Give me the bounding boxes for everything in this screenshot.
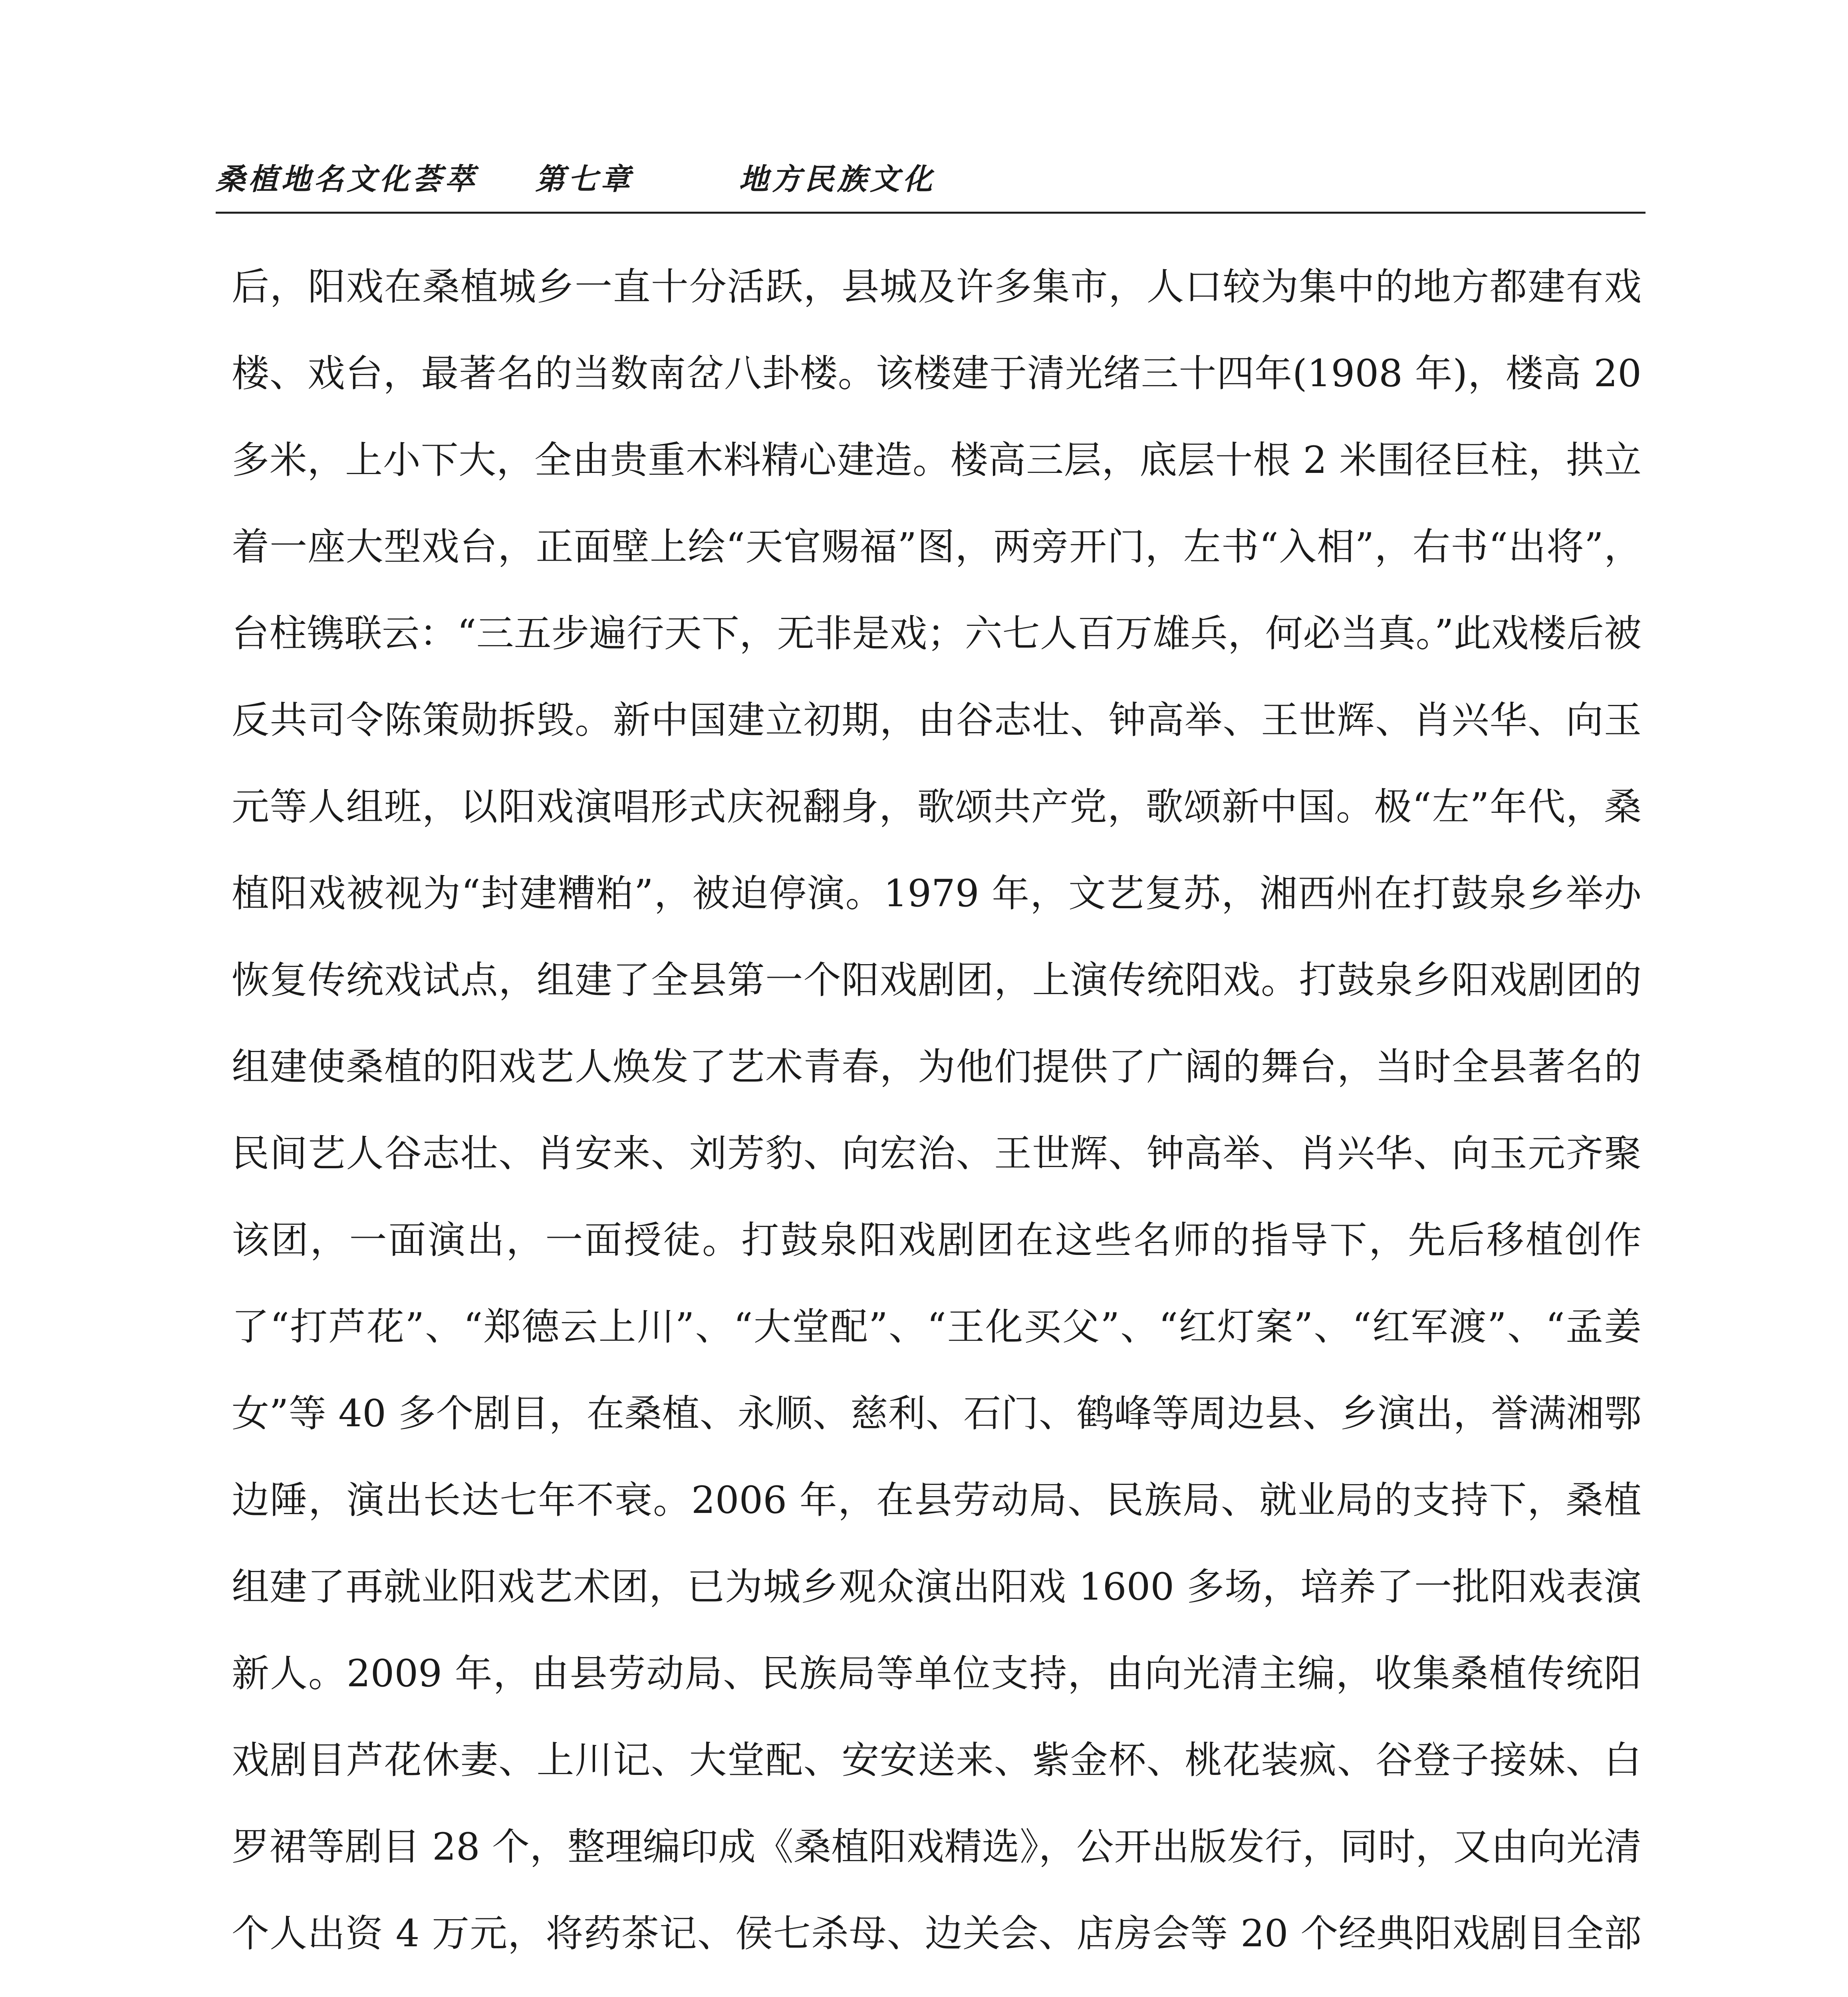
header-section-title: 地方民族文化 [739, 162, 935, 197]
paragraph-continued: 后，阳戏在桑植城乡一直十分活跃，县城及许多集市，人口较为集中的地方都建有戏楼、戏台，最著名的当数南岔八卦楼。该楼建于清光绪三十四年(1908 年)，楼高 20 多米，上小下大，全由贵重木料精心建造。楼高三层，底层十根 2 米围径巨柱，拱立着一座大型戏台，正面壁上绘“天官赐福”图，两旁开门，左书“入相”，右书“出将”，台柱镌联云：“三五步遍行天下，无非是戏；六七人百万雄兵，何必当真。”此戏楼后被反共司令陈策勋拆毁。新中国建立初期，由谷志壮、钟高举、王世辉、肖兴华、向玉元等人组班，以阳戏演唱形式庆祝翻身，歌颂共产党，歌颂新中国。极“左”年代，桑植阳戏被视为“封建糟粕”，被迫停演。1979 年，文艺复苏，湘西州在打鼓泉乡举办恢复传统戏试点，组建了全县第一个阳戏剧团，上演传统阳戏。打鼓泉乡阳戏剧团的组建使桑植的阳戏艺人焕发了艺术青春，为他们提供了广阔的舞台，当时全县著名的民间艺人谷志壮、肖安来、刘芳豹、向宏治、王世辉、钟高举、肖兴华、向玉元齐聚该团，一面演出，一面授徒。打鼓泉阳戏剧团在这些名师的指导下，先后移植创作了“打芦花”、“郑德云上川”、“大堂配”、“王化买父”、“红灯案”、“红军渡”、“孟姜女”等 40 多个剧目，在桑植、永顺、慈利、石门、鹤峰等周边县、乡演出，誉满湘鄂边陲，演出长达七年不衰。2006 年，在县劳动局、民族局、就业局的支持下，桑植组建了再就业阳戏艺术团，已为城乡观众演出阳戏 1600 多场，培养了一批阳戏表演新人。2009 年，由县劳动局、民族局等单位支持，由向光清主编，收集桑植传统阳戏剧目芦花休妻、上川记、大堂配、安安送来、紫金杯、桃花装疯、谷登子接妹、白罗裙等剧目 28 个，整理编印成《桑植阳戏精选》，公开出版发行，同时，又由向光清个人出资 4 万元，将药茶记、侯七杀母、边关会、店房会等 20 个经典阳戏剧目全部 [232, 265, 1642, 1955]
header-book-title: 桑植地名文化荟萃 [216, 162, 478, 197]
running-header [216, 152, 1653, 200]
header-chapter: 第七章 [535, 162, 633, 197]
page-body [232, 244, 1642, 1997]
header-rule [216, 212, 1646, 214]
